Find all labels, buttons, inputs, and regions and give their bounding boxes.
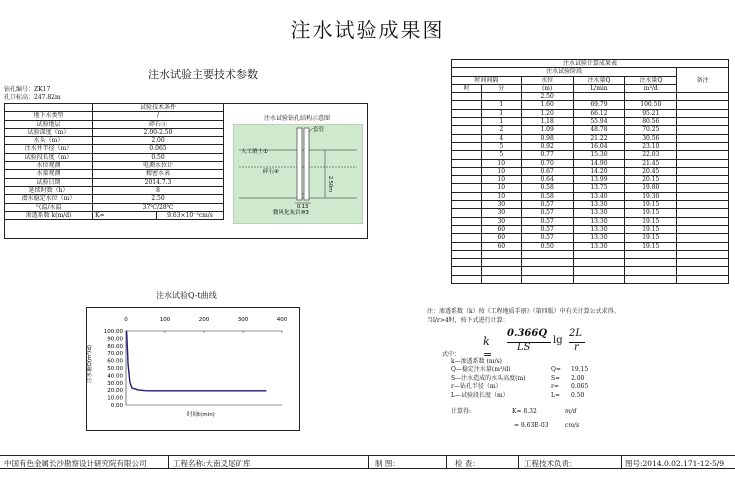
definition-part: r=: [551, 383, 559, 391]
y-tick-label: 30.00: [107, 380, 123, 387]
table-cell: 0.70: [521, 159, 573, 167]
table-cell: 5: [481, 151, 521, 159]
chart-ylabel: 注水量Q(m³/d): [87, 344, 93, 383]
param-label: 试验日期: [5, 178, 93, 186]
table-cell: 60: [481, 242, 521, 250]
params-row: [5, 186, 224, 194]
formula-k: k =: [483, 335, 493, 361]
table-cell: [625, 250, 677, 258]
table-cell: [452, 201, 482, 209]
sub-min: 分: [481, 84, 521, 92]
table-cell: [677, 159, 729, 167]
x-tick-label: 100: [159, 317, 171, 323]
params-row: [5, 112, 224, 120]
table-cell: 13.30: [573, 209, 625, 217]
table-cell: [452, 184, 482, 192]
definition-part: Q—稳定注水量(m³/d): [451, 366, 511, 374]
y-tick-label: 70.00: [107, 351, 123, 358]
table-cell: 1: [481, 109, 521, 117]
table-cell: [573, 275, 625, 283]
definition-part: k—渗透系数 (m/s): [451, 358, 503, 365]
table-cell: [677, 250, 729, 258]
table-cell: 20.15: [625, 176, 677, 184]
table-cell: 0.57: [521, 234, 573, 242]
param-value: 0.50: [93, 153, 224, 161]
calc-label: 计算得:: [451, 408, 472, 415]
table-cell: 15.30: [573, 151, 625, 159]
table-cell: [452, 118, 482, 126]
table-cell: 13.30: [573, 234, 625, 242]
table-cell: [677, 126, 729, 134]
table-cell: 30: [481, 209, 521, 217]
table-cell: 30: [481, 217, 521, 225]
y-tick-label: 20.00: [107, 388, 123, 395]
table-cell: 0.92: [521, 142, 573, 150]
table-row: [452, 201, 729, 209]
param-value: 电测水位计: [93, 162, 224, 170]
formula-den: LS: [517, 342, 531, 353]
table-cell: [452, 126, 482, 134]
weathered-label: 微风化灰岩⑩3: [273, 210, 309, 216]
calc-unit1: m/d: [565, 408, 577, 415]
param-value: 2014.7.3: [93, 178, 224, 186]
fill-label: 人工填土①: [241, 149, 268, 155]
table-cell: [452, 234, 482, 242]
table-cell: [452, 209, 482, 217]
param-value: 碎石④: [93, 120, 224, 128]
definition-part: L=: [551, 391, 561, 399]
footer-company: 中国有色金属长沙勘察设计研究院有限公司: [4, 459, 147, 468]
diameter-label: 0.13: [297, 204, 309, 210]
table-cell: 19.15: [625, 225, 677, 233]
footer-divider: [368, 456, 369, 469]
remark-header: 备注: [677, 68, 729, 93]
footer-divider: [446, 456, 447, 469]
table-cell: [573, 267, 625, 275]
params-row: [5, 137, 224, 145]
footer-drawing-label: 制 图：: [375, 459, 400, 468]
table-cell: 10: [481, 176, 521, 184]
params-row: [5, 120, 224, 128]
table-cell: [452, 159, 482, 167]
table-row: [452, 167, 729, 175]
footer-divider: [518, 456, 519, 469]
table-cell: 0.57: [521, 201, 573, 209]
table-row: [452, 134, 729, 142]
param-label: 气温/水温: [5, 203, 93, 211]
casing-label: 套管: [313, 127, 325, 133]
params-row: [5, 178, 224, 186]
table-cell: 69.79: [573, 101, 625, 109]
sub-time: 时: [452, 84, 482, 92]
table-cell: [677, 134, 729, 142]
table-row: [452, 176, 729, 184]
table-cell: 1: [481, 118, 521, 126]
k-symbol: K=: [93, 211, 157, 219]
table-row: [452, 217, 729, 225]
table-cell: 13.30: [573, 225, 625, 233]
table-cell: [677, 259, 729, 267]
flow-m3d-header: 注水量Q: [625, 76, 677, 84]
chart-axes: [126, 331, 282, 405]
table-cell: 0.57: [521, 209, 573, 217]
param-label: 试验深度（m）: [5, 128, 93, 136]
table-cell: [677, 217, 729, 225]
flow-lmin-header: 注水量Q: [573, 76, 625, 84]
param-label: 试验段长度（m）: [5, 153, 93, 161]
table-cell: 1: [481, 101, 521, 109]
params-row: [5, 153, 224, 161]
table-row: [452, 151, 729, 159]
definition-row: [451, 392, 611, 400]
k-value: 9.63×10⁻³cm/s: [157, 211, 224, 219]
table-cell: 19.15: [625, 242, 677, 250]
param-value: 37℃/28℃: [93, 203, 224, 211]
borehole-diagram: [233, 124, 363, 224]
table-cell: [452, 242, 482, 250]
table-cell: [677, 267, 729, 275]
y-tick-label: 100.00: [103, 329, 123, 335]
table-row: [452, 225, 729, 233]
gravel-label: 碎石④: [263, 169, 279, 175]
table-row: [452, 93, 729, 101]
table-cell: 16.04: [573, 142, 625, 150]
borehole-id: 钻孔编号：ZK17: [4, 86, 51, 93]
table-cell: 19.15: [625, 209, 677, 217]
table-cell: [625, 267, 677, 275]
table-cell: 60: [481, 234, 521, 242]
table-cell: 66.12: [573, 109, 625, 117]
table-cell: 14.90: [573, 159, 625, 167]
table-cell: 0.50: [521, 242, 573, 250]
table-cell: 0.57: [521, 225, 573, 233]
table-cell: [481, 275, 521, 283]
table-cell: [452, 151, 482, 159]
param-label: 潜水稳定水位（m）: [5, 195, 93, 203]
definition-part: r—钻孔半径（m）: [451, 383, 502, 391]
table-cell: 0.67: [521, 167, 573, 175]
table-cell: 0.77: [521, 151, 573, 159]
depth-label: 2.50m: [327, 176, 333, 193]
y-tick-label: 10.00: [107, 395, 123, 402]
table-cell: [625, 275, 677, 283]
qt-series-line: [126, 331, 266, 391]
y-tick-label: 40.00: [107, 373, 123, 380]
table-cell: [452, 250, 482, 258]
table-cell: [677, 93, 729, 101]
footer-title-block: [0, 455, 735, 469]
page-title: 注水试验成果图: [290, 18, 445, 42]
table-cell: [452, 167, 482, 175]
table-cell: [452, 142, 482, 150]
table-cell: [452, 225, 482, 233]
water-level-header: 水位: [521, 76, 573, 84]
y-tick-label: 60.00: [107, 358, 123, 365]
table-row: [452, 259, 729, 267]
params-row: [5, 203, 224, 211]
definition-part: 0.065: [571, 383, 589, 391]
note-line1: 注：渗透系数（k）按《工程地质手册》（第四版）中有关计算公式求得。: [427, 308, 620, 315]
formula-num2: 2L: [569, 328, 583, 339]
results-title: 注水试验计算成果表: [452, 60, 729, 68]
y-tick-label: 0.00: [110, 403, 123, 409]
table-cell: [481, 267, 521, 275]
calc-k: K= 8.32: [512, 408, 537, 415]
table-cell: [573, 93, 625, 101]
chart-xlabel: 时间t(min): [187, 412, 215, 418]
footer-project: 工程名称:大南爻尾矿库: [173, 459, 251, 468]
table-row: [452, 267, 729, 275]
param-value: 2.00-2.50: [93, 128, 224, 136]
definition-part: 19.15: [571, 366, 589, 374]
table-cell: [521, 267, 573, 275]
param-label: 地下水类型: [5, 112, 93, 120]
table-cell: [677, 142, 729, 150]
table-cell: [677, 176, 729, 184]
table-cell: [521, 259, 573, 267]
table-cell: [452, 176, 482, 184]
results-table: [451, 59, 729, 284]
table-cell: 0.58: [521, 184, 573, 192]
table-cell: [521, 275, 573, 283]
definition-part: L—试验段长度（m）: [451, 391, 509, 399]
table-cell: [573, 259, 625, 267]
table-cell: [677, 192, 729, 200]
conditions-header: 试验技术条件: [93, 104, 224, 112]
table-cell: 19.15: [625, 234, 677, 242]
table-cell: 10: [481, 192, 521, 200]
table-cell: 2: [481, 126, 521, 134]
y-tick-label: 80.00: [107, 343, 123, 350]
table-cell: 10: [481, 167, 521, 175]
param-label: 延续时数（h）: [5, 186, 93, 194]
table-cell: 1.60: [521, 101, 573, 109]
table-cell: 10: [481, 184, 521, 192]
note-line2: 当l/r>4时，按下式进行计算：: [427, 317, 509, 324]
table-row: [452, 142, 729, 150]
param-label: 水位观测: [5, 162, 93, 170]
param-value: /: [93, 112, 224, 120]
definition-part: S—注水造成的水头高度(m): [451, 374, 526, 382]
table-cell: [677, 101, 729, 109]
diagram-title: 注水试验钻孔结构示意图: [264, 115, 331, 122]
table-cell: [452, 217, 482, 225]
stage-header: 注水试验阶段: [452, 68, 677, 76]
table-cell: [677, 118, 729, 126]
table-cell: 13.75: [573, 184, 625, 192]
param-value: 8: [93, 186, 224, 194]
table-cell: [481, 259, 521, 267]
table-cell: [452, 275, 482, 283]
table-cell: [677, 209, 729, 217]
table-row: [452, 109, 729, 117]
table-row: [452, 209, 729, 217]
table-cell: 2.50: [521, 93, 573, 101]
formula-den2: r: [574, 342, 579, 353]
table-cell: 13.30: [573, 201, 625, 209]
table-cell: 21.45: [625, 159, 677, 167]
table-cell: 13.40: [573, 192, 625, 200]
table-cell: 13.30: [573, 217, 625, 225]
params-row: [5, 145, 224, 153]
table-cell: 14.20: [573, 167, 625, 175]
table-cell: 0.57: [521, 217, 573, 225]
table-cell: 70.25: [625, 126, 677, 134]
params-row: [5, 170, 224, 178]
in-formula: 式中：: [442, 351, 461, 358]
calc-k2: = 9.63E-03: [514, 422, 549, 429]
table-cell: 100.50: [625, 101, 677, 109]
params-row: [5, 162, 224, 170]
elevation: 孔口标高：247.82m: [4, 94, 61, 101]
definition-part: S=: [551, 374, 561, 382]
qt-chart: [86, 307, 300, 431]
table-cell: [677, 167, 729, 175]
definition-part: Q=: [551, 366, 561, 374]
table-cell: 48.78: [573, 126, 625, 134]
y-tick-label: 50.00: [107, 366, 123, 372]
table-cell: 13.99: [573, 176, 625, 184]
k-label: 渗透系数 k(m/d): [5, 211, 93, 219]
formula-num: 0.366Q: [507, 328, 548, 339]
table-cell: [625, 93, 677, 101]
table-cell: 21.22: [573, 134, 625, 142]
chart-title: 注水试验Q-t曲线: [156, 291, 217, 300]
table-row: [452, 101, 729, 109]
footer-lead-label: 工程技术负责：: [524, 459, 577, 468]
table-cell: [481, 250, 521, 258]
table-cell: 13.30: [573, 242, 625, 250]
x-tick-label: 200: [198, 317, 210, 323]
footer-drawing-no: 图号:2014.0.02.171-12-5/9: [625, 459, 725, 468]
param-label: 试验地层: [5, 120, 93, 128]
table-cell: [452, 109, 482, 117]
definition-part: 0.50: [571, 391, 585, 399]
formula-lg: lg: [553, 335, 563, 346]
table-row: [452, 118, 729, 126]
param-value: 精密水表: [93, 170, 224, 178]
x-tick-label: 0: [124, 317, 128, 323]
table-cell: [521, 250, 573, 258]
table-cell: [452, 192, 482, 200]
unit-lmin: L/min: [573, 84, 625, 92]
table-cell: 30.56: [625, 134, 677, 142]
table-cell: [677, 242, 729, 250]
footer-check-label: 检 查：: [455, 459, 480, 468]
table-cell: 0.98: [521, 134, 573, 142]
table-cell: 19.15: [625, 201, 677, 209]
footer-divider: [621, 456, 622, 469]
table-cell: [677, 275, 729, 283]
table-cell: 19.30: [625, 192, 677, 200]
table-cell: [677, 201, 729, 209]
unit-m3d: m³/d: [625, 84, 677, 92]
table-cell: [481, 93, 521, 101]
table-cell: 0.64: [521, 176, 573, 184]
table-row: [452, 234, 729, 242]
definitions-list: [451, 358, 611, 400]
table-cell: [677, 151, 729, 159]
footer-divider: [168, 456, 169, 469]
param-label: 水头（m）: [5, 137, 93, 145]
params-title: 注水试验主要技术参数: [148, 68, 258, 81]
table-cell: [677, 184, 729, 192]
table-cell: 23.10: [625, 142, 677, 150]
table-cell: 1.18: [521, 118, 573, 126]
table-cell: 19.80: [625, 184, 677, 192]
table-cell: [625, 259, 677, 267]
table-row: [452, 126, 729, 134]
table-cell: [452, 101, 482, 109]
y-tick-label: 90.00: [107, 336, 123, 343]
table-cell: 55.94: [573, 118, 625, 126]
param-value: 0.065: [93, 145, 224, 153]
definition-row: [451, 366, 611, 374]
table-cell: [573, 250, 625, 258]
table-cell: 1.20: [521, 109, 573, 117]
table-cell: 19.15: [625, 217, 677, 225]
params-table: [4, 103, 224, 220]
table-cell: 0.58: [521, 192, 573, 200]
table-row: [452, 184, 729, 192]
param-label: 水量观测: [5, 170, 93, 178]
calc-unit2: cm/s: [565, 422, 580, 429]
table-row: [452, 275, 729, 283]
param-value: 2.50: [93, 195, 224, 203]
table-cell: [452, 93, 482, 101]
unit-level: (m): [521, 84, 573, 92]
table-cell: 30: [481, 201, 521, 209]
definition-part: 2.00: [571, 374, 585, 382]
table-cell: 1.09: [521, 126, 573, 134]
table-cell: 60: [481, 225, 521, 233]
table-cell: 10: [481, 159, 521, 167]
table-cell: 80.56: [625, 118, 677, 126]
x-tick-label: 300: [237, 317, 249, 323]
table-cell: [677, 109, 729, 117]
table-cell: [452, 259, 482, 267]
table-row: [452, 250, 729, 258]
table-cell: 5: [481, 142, 521, 150]
table-cell: [452, 267, 482, 275]
x-tick-label: 400: [276, 317, 288, 323]
table-row: [452, 192, 729, 200]
table-cell: [677, 234, 729, 242]
table-row: [452, 242, 729, 250]
table-cell: [452, 134, 482, 142]
params-row: [5, 195, 224, 203]
param-value: 2.00: [93, 137, 224, 145]
table-cell: 20.45: [625, 167, 677, 175]
param-label: 注水井半径（m）: [5, 145, 93, 153]
table-row: [452, 159, 729, 167]
table-cell: 4: [481, 134, 521, 142]
definition-row: [451, 375, 611, 383]
table-cell: [677, 225, 729, 233]
definition-row: [451, 383, 611, 391]
table-cell: 95.21: [625, 109, 677, 117]
table-cell: 22.03: [625, 151, 677, 159]
time-interval-header: 时间间隔: [452, 76, 522, 84]
params-row: [5, 128, 224, 136]
